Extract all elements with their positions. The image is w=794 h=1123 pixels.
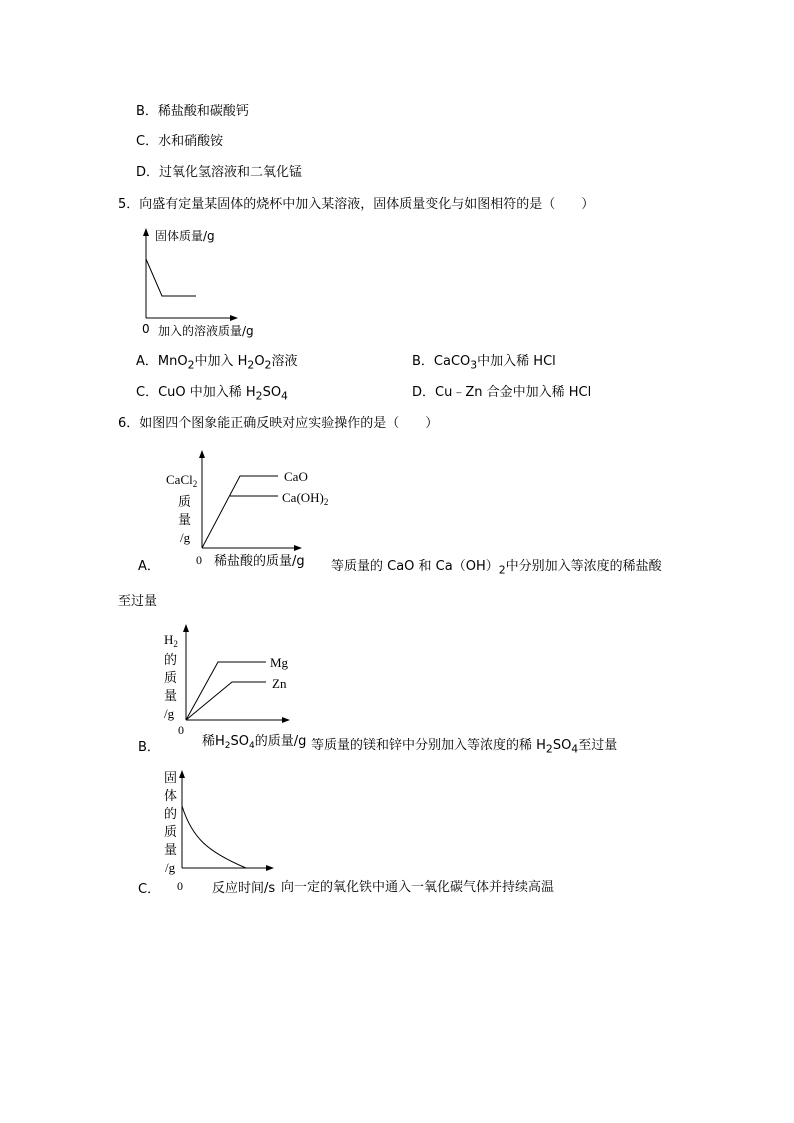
q6a-y-label-3: /g <box>180 530 191 545</box>
q6a-description-wrap: 至过量 <box>118 594 158 609</box>
q5-option-d: D．Cu﹣Zn 合金中加入稀 HCl <box>412 385 592 400</box>
q6b-series-zn: Zn <box>272 676 287 691</box>
q6c-y-arrow <box>179 770 185 778</box>
q5-curve <box>146 259 196 296</box>
q6c-letter: C． <box>138 882 161 897</box>
q4-option-d: D．过氧化氢溶液和二氧化锰 <box>136 165 303 180</box>
q6b-y-label-4: /g <box>164 706 175 721</box>
q5-option-a: A．MnO$_2$中加入 $H_2O_2$溶液 <box>136 354 298 372</box>
q6b-description: 等质量的镁和锌中分别加入等浓度的稀 $H_2SO_4$至过量 <box>311 738 618 756</box>
q5-origin: 0 <box>142 322 150 336</box>
q6c-y-label-6: /g <box>165 860 176 875</box>
q6c-curve <box>182 806 246 868</box>
q5-x-label: 加入的溶液质量/g <box>158 324 254 338</box>
q4-option-c: C．水和硝酸铵 <box>136 134 224 149</box>
q6b-line-mg <box>186 662 266 720</box>
q5-y-label: 固体质量/g <box>155 229 215 243</box>
q6a-line-cao <box>202 476 278 548</box>
q6a-series-cao: CaO <box>284 469 308 484</box>
q6b-x-label: 稀$H_2SO_4$的质量/g <box>202 734 307 751</box>
q6b-y-label-1: 的 <box>164 653 178 668</box>
q6a-y-label-1: 质 <box>178 495 192 510</box>
q6a-graph <box>160 448 360 578</box>
q6c-origin: 0 <box>177 879 183 893</box>
q6c-y-label-5: 量 <box>164 843 178 858</box>
q6a-letter: A． <box>138 559 160 574</box>
q6b-y-label-top: $H_2$ <box>164 632 178 649</box>
q6c-y-label-3: 的 <box>164 807 178 822</box>
q6b-series-mg: Mg <box>270 655 289 670</box>
q5-option-b: B．CaCO$_3$中加入稀 HCl <box>412 354 556 372</box>
q6b-y-arrow <box>183 624 189 632</box>
q5-option-c: C．CuO 中加入稀 $H_2SO_4$ <box>136 385 288 403</box>
q6-stem: 6．如图四个图象能正确反映对应实验操作的是（ ） <box>118 416 439 431</box>
q6c-y-label-4: 质 <box>164 825 178 840</box>
q6b-line-zn <box>186 682 266 720</box>
q5-y-arrow <box>143 228 149 236</box>
q6a-y-label-top: CaCl$_2$ <box>166 472 198 489</box>
q6a-description: 等质量的 CaO 和 $Ca(OH)_2$中分别加入等浓度的稀盐酸 <box>331 559 662 577</box>
q5-x-arrow <box>230 315 238 321</box>
q6b-y-label-2: 质 <box>164 671 178 686</box>
q6c-y-label-1: 固 <box>164 771 178 786</box>
q6b-origin: 0 <box>178 723 184 737</box>
q6b-graph <box>160 622 360 752</box>
q6b-letter: B． <box>138 740 160 755</box>
q6a-y-label-2: 量 <box>178 513 192 528</box>
q6c-description: 向一定的氧化铁中通入一氧化碳气体并持续高温 <box>281 880 555 895</box>
q6b-x-arrow <box>282 717 290 723</box>
q6c-y-label-2: 体 <box>164 789 178 804</box>
q6b-y-label-3: 量 <box>164 689 178 704</box>
q4-option-b: B．稀盐酸和碳酸钙 <box>136 104 249 119</box>
q6c-x-label: 反应时间/s <box>212 881 276 896</box>
q6a-origin: 0 <box>196 553 202 567</box>
q5-stem: 5．向盛有定量某固体的烧杯中加入某溶液，固体质量变化与如图相符的是（ ） <box>118 197 595 212</box>
q5-graph <box>120 228 280 338</box>
q6a-series-caoh2: $Ca(OH)_2$ <box>282 490 329 507</box>
q6c-x-arrow <box>266 865 274 871</box>
q6a-y-arrow <box>199 450 205 458</box>
q6a-x-arrow <box>294 545 302 551</box>
q6a-x-label: 稀盐酸的质量/g <box>214 554 305 569</box>
